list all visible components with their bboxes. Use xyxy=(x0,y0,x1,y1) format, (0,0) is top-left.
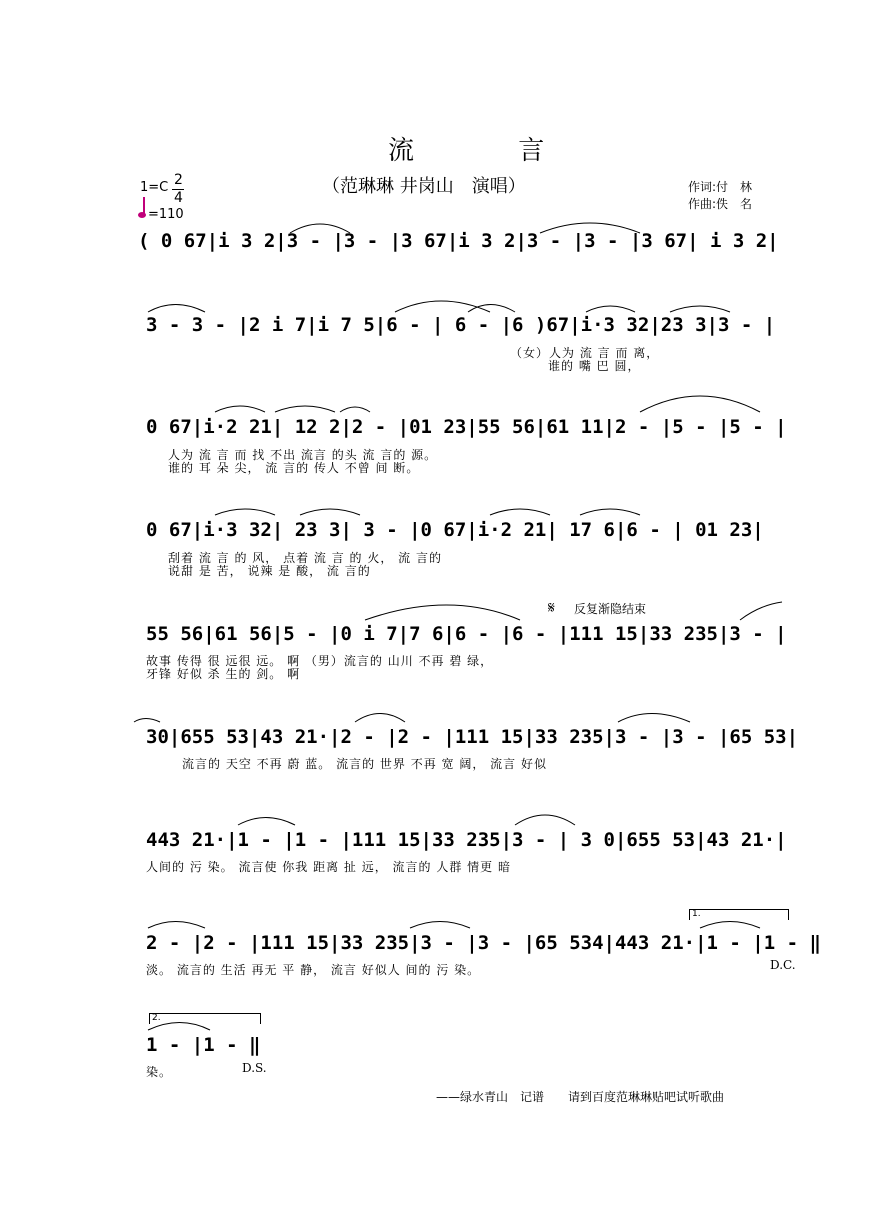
system-8-notes: 2 - |2 - |111 15|33 235|3 - |3 - |65 534|443 21·|1 - |1 - ‖ xyxy=(146,932,821,954)
slur xyxy=(340,407,370,412)
slur xyxy=(290,224,350,233)
slur xyxy=(238,818,295,826)
slur xyxy=(640,396,760,412)
ds-marking: D.S. xyxy=(242,1061,267,1075)
slur xyxy=(215,509,275,515)
segno-label: 反复渐隐结束 xyxy=(574,602,647,616)
system-9-lyrics-1: 染。 xyxy=(146,1065,173,1079)
slur xyxy=(618,714,690,723)
slur xyxy=(540,223,640,233)
slur xyxy=(490,509,550,515)
footer-note: ——绿水青山 记谱 请到百度范琳琳贴吧试听歌曲 xyxy=(436,1090,725,1104)
tempo-marking: =110 xyxy=(148,207,184,222)
system-6-notes: 30|655 53|43 21·|2 - |2 - |111 15|33 235|3 - |3 - |65 53| xyxy=(146,726,799,748)
system-3-lyrics-1: 人为 流 言 而 找 不出 流言 的头 流 言的 源。 xyxy=(168,448,438,462)
dc-marking: D.C. xyxy=(770,958,796,972)
composer-credit: 作曲:佚 名 xyxy=(688,197,753,211)
time-signature-top: 2 xyxy=(174,172,183,188)
slur xyxy=(740,602,782,620)
system-5-lyrics-1: 故事 传得 很 远很 远。 啊 （男）流言的 山川 不再 碧 绿， xyxy=(146,654,494,668)
song-subtitle: （范琳琳 井岗山 演唱） xyxy=(322,176,526,197)
slur xyxy=(148,922,205,929)
system-5-notes: 55 56|61 56|5 - |0 i 7|7 6|6 - |6 - |111 15|33 235|3 - | xyxy=(146,623,787,645)
slur xyxy=(580,509,640,515)
system-2-lyrics-1: （女）人为 流 言 而 离， xyxy=(510,346,660,360)
slur xyxy=(300,509,360,515)
slur xyxy=(134,719,160,723)
system-1-notes: ( 0 67|i 3 2|3 - |3 - |3 67|i 3 2|3 - |3 - |3 67| i 3 2| xyxy=(138,230,779,252)
slur xyxy=(700,922,760,929)
slur xyxy=(275,406,335,412)
system-9-notes: 1 - |1 - ‖ xyxy=(146,1034,261,1056)
slur xyxy=(148,1023,210,1031)
slur xyxy=(355,714,405,723)
slur xyxy=(215,406,265,412)
system-2-notes: 3 - 3 - |2 i 7|i 7 5|6 - | 6 - |6 )67|i·3 32|23 3|3 - | xyxy=(146,314,776,336)
system-4-lyrics-1: 刮着 流 言 的 风， 点着 流 言 的 火， 流 言的 xyxy=(168,551,442,565)
slur xyxy=(670,306,730,312)
slur xyxy=(515,815,575,825)
slur xyxy=(365,605,520,620)
slur xyxy=(148,305,205,313)
segno-icon: 𝄋 xyxy=(548,598,555,617)
slur xyxy=(395,301,490,312)
system-2-lyrics-2: 谁的 嘴 巴 圆， xyxy=(548,359,641,373)
system-4-notes: 0 67|i·3 32| 23 3| 3 - |0 67|i·2 21| 17 6|6 - | 01 23| xyxy=(146,519,764,541)
system-3-notes: 0 67|i·2 21| 12 2|2 - |01 23|55 56|61 11|2 - |5 - |5 - | xyxy=(146,416,787,438)
system-3-lyrics-2: 谁的 耳 朵 尖， 流 言的 传人 不曾 间 断。 xyxy=(168,461,420,475)
key-signature: 1=C xyxy=(140,180,169,195)
song-title: 流 言 xyxy=(388,136,593,166)
system-7-notes: 443 21·|1 - |1 - |111 15|33 235|3 - | 3 0|655 53|43 21·| xyxy=(146,829,787,851)
slur xyxy=(410,922,470,929)
time-signature-bottom: 4 xyxy=(174,190,183,206)
volta-2-label: 2. xyxy=(152,1013,161,1023)
slur xyxy=(468,305,515,313)
slur xyxy=(586,306,635,312)
volta-1-label: 1. xyxy=(692,909,701,919)
lyricist-credit: 作词:付 林 xyxy=(688,180,753,194)
system-7-lyrics-1: 人间的 污 染。 流言使 你我 距离 扯 远， 流言的 人群 情更 暗 xyxy=(146,860,511,874)
system-8-lyrics-1: 淡。 流言的 生活 再无 平 静， 流言 好似人 间的 污 染。 xyxy=(146,963,481,977)
system-5-lyrics-2: 牙锋 好似 杀 生的 剑。 啊 xyxy=(146,667,301,681)
system-6-lyrics-1: 流言的 天空 不再 蔚 蓝。 流言的 世界 不再 宽 阔， 流言 好似 xyxy=(182,757,547,771)
system-4-lyrics-2: 说甜 是 苦， 说辣 是 酸， 流 言的 xyxy=(168,564,371,578)
